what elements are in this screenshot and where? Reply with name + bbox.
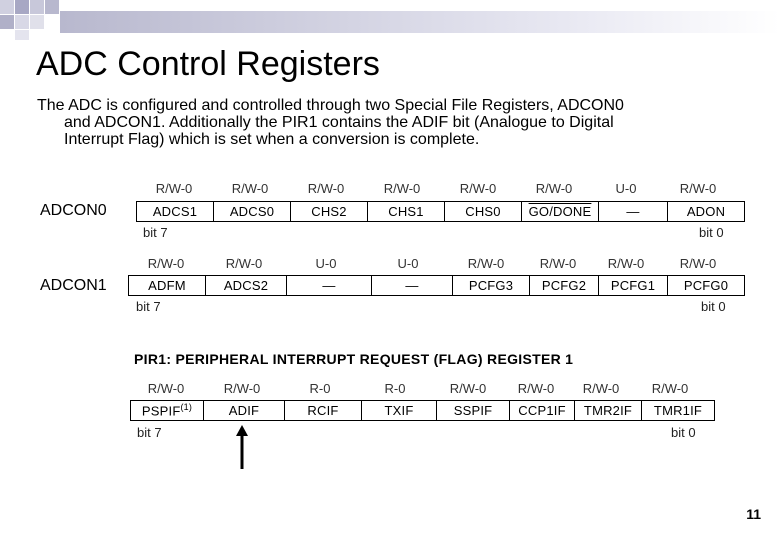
page-number: 11 (746, 506, 761, 522)
access-bit: R/W-0 (225, 256, 263, 271)
pir1-bit-table (130, 400, 715, 421)
adcon0-bit-table (136, 201, 745, 222)
adcon1-bit-table (128, 275, 745, 296)
pir1-access-row (130, 381, 706, 397)
lsb-label: bit 0 (699, 225, 724, 240)
bit-cell (131, 401, 204, 421)
bit-cell: PCFG2 (530, 276, 599, 296)
header-decoration (0, 0, 780, 30)
bit-cell: TMR2IF (575, 401, 642, 421)
bit-cell: PCFG1 (599, 276, 668, 296)
access-bit: R/W-0 (155, 181, 193, 196)
bit-cell: ADCS1 (137, 202, 214, 222)
bit-cell: RCIF (285, 401, 362, 421)
intro-line: The ADC is configured and controlled through two Special File Registers, ADCON0 (37, 97, 624, 114)
table-row (131, 401, 715, 421)
adcon1-access-row (128, 256, 736, 272)
pir1-title: PIR1: PERIPHERAL INTERRUPT REQUEST (FLAG) REGISTER 1 (134, 351, 574, 367)
access-bit: R/W-0 (517, 381, 555, 396)
access-bit: R/W-0 (231, 181, 269, 196)
access-bit: R/W-0 (679, 256, 717, 271)
intro-line: Interrupt Flag) which is set when a conversion is complete. (64, 131, 480, 148)
access-bit: R/W-0 (467, 256, 505, 271)
bit-cell: PCFG0 (668, 276, 745, 296)
adcon0-access-row (136, 181, 736, 197)
bit-cell: SSPIF (437, 401, 510, 421)
access-bit: R/W-0 (459, 181, 497, 196)
deco-square (15, 0, 29, 14)
deco-square (30, 15, 44, 29)
bit-cell: CHS2 (291, 202, 368, 222)
bit-cell: CHS0 (445, 202, 522, 222)
bit-cell: ADFM (129, 276, 206, 296)
access-bit: R/W-0 (607, 256, 645, 271)
access-bit: R/W-0 (539, 256, 577, 271)
adcon0-label: ADCON0 (40, 202, 107, 219)
bit-cell: ADON (668, 202, 745, 222)
access-bit: R/W-0 (307, 181, 345, 196)
deco-square (45, 0, 59, 14)
access-bit: R/W-0 (679, 181, 717, 196)
bit-cell: — (599, 202, 668, 222)
intro-line: and ADCON1. Additionally the PIR1 contains the ADIF bit (Analogue to Digital (64, 114, 614, 131)
deco-square (15, 30, 29, 40)
header-band (60, 11, 780, 33)
table-row (137, 202, 745, 222)
bit-cell: — (372, 276, 453, 296)
deco-square (0, 15, 14, 29)
slide-title: ADC Control Registers (36, 45, 380, 83)
msb-label: bit 7 (136, 299, 161, 314)
access-bit: R-0 (384, 381, 406, 396)
adcon1-label: ADCON1 (40, 277, 107, 294)
access-bit: R/W-0 (383, 181, 421, 196)
arrow-up-icon (235, 425, 249, 469)
access-bit: U-0 (315, 256, 337, 271)
intro-paragraph (37, 97, 757, 148)
access-bit: R-0 (309, 381, 331, 396)
access-bit: R/W-0 (582, 381, 620, 396)
access-bit: R/W-0 (651, 381, 689, 396)
bit-text: PSPIF (141, 403, 181, 419)
bit-cell: ADIF (204, 401, 285, 421)
deco-square (15, 15, 29, 29)
msb-label: bit 7 (137, 425, 162, 440)
bit-cell: CCP1IF (510, 401, 575, 421)
access-bit: R/W-0 (147, 256, 185, 271)
table-row (129, 276, 745, 296)
bit-cell: TXIF (362, 401, 437, 421)
bit-cell: — (287, 276, 372, 296)
bit-cell: ADCS2 (206, 276, 287, 296)
footnote-mark: (1) (180, 402, 193, 413)
bit-cell: ADCS0 (214, 202, 291, 222)
msb-label: bit 7 (143, 225, 168, 240)
access-bit: U-0 (615, 181, 637, 196)
bit-cell: TMR1IF (642, 401, 715, 421)
bit-cell: GO/DONE (522, 202, 599, 222)
access-bit: R/W-0 (449, 381, 487, 396)
deco-square (0, 0, 14, 14)
access-bit: U-0 (397, 256, 419, 271)
access-bit: R/W-0 (223, 381, 261, 396)
lsb-label: bit 0 (701, 299, 726, 314)
access-bit: R/W-0 (535, 181, 573, 196)
lsb-label: bit 0 (671, 425, 696, 440)
deco-square (30, 0, 44, 14)
bit-cell: CHS1 (368, 202, 445, 222)
access-bit: R/W-0 (147, 381, 185, 396)
bit-cell: PCFG3 (453, 276, 530, 296)
